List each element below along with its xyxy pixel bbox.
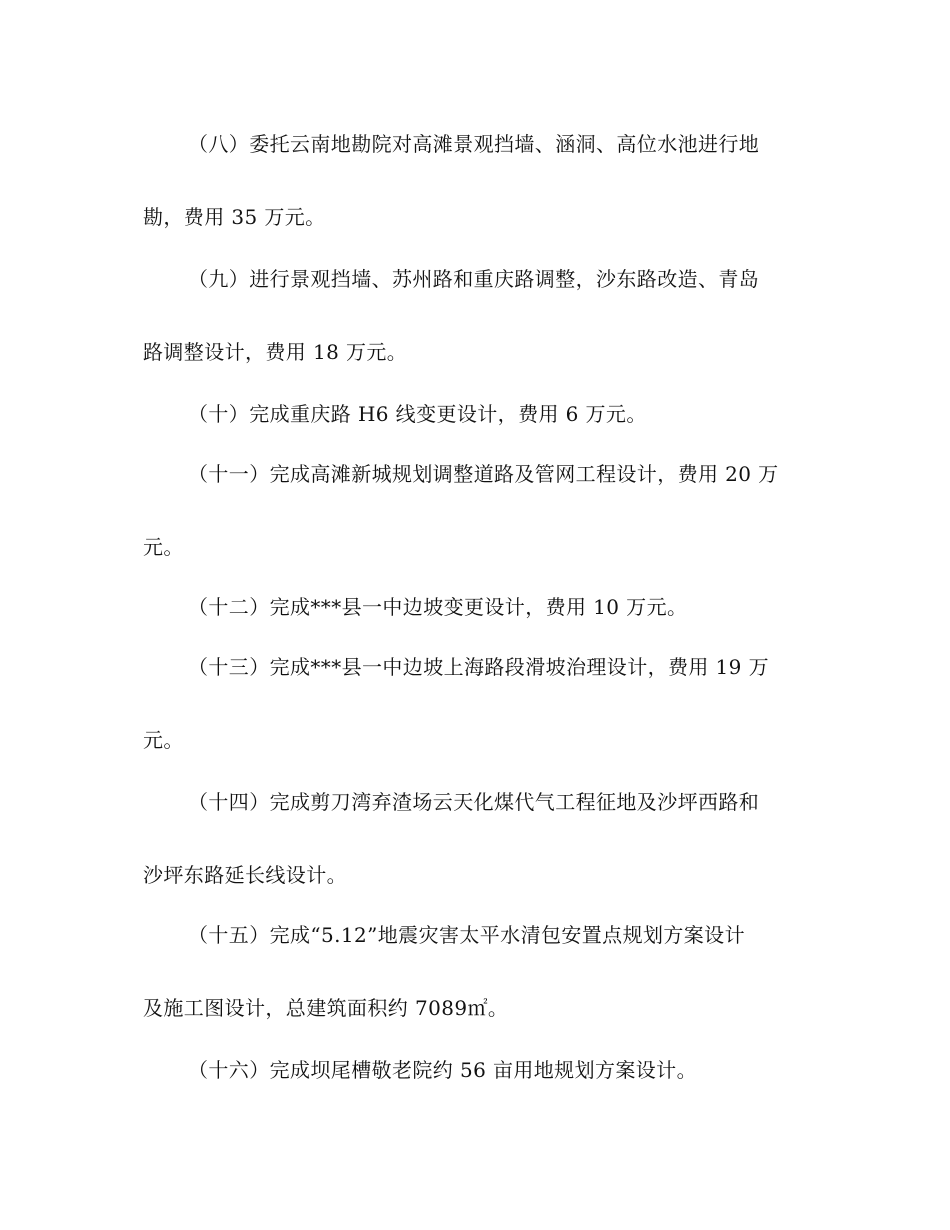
paragraph-8-line-1: （八）委托云南地勘院对高滩景观挡墙、涵洞、高位水池进行地 bbox=[188, 132, 760, 156]
paragraph-12-line-1: （十二）完成***县一中边坡变更设计，费用 10 万元。 bbox=[188, 595, 688, 619]
paragraph-13-line-1: （十三）完成***县一中边坡上海路段滑坡治理设计，费用 19 万 bbox=[188, 655, 769, 679]
paragraph-8-line-2: 勘，费用 35 万元。 bbox=[143, 205, 326, 229]
paragraph-11-line-1: （十一）完成高滩新城规划调整道路及管网工程设计，费用 20 万 bbox=[188, 462, 779, 486]
paragraph-14-line-2: 沙坪东路延长线设计。 bbox=[143, 863, 347, 887]
paragraph-15-line-1: （十五）完成“5.12”地震灾害太平水清包安置点规划方案设计 bbox=[188, 923, 745, 947]
paragraph-13-line-2: 元。 bbox=[143, 728, 184, 752]
paragraph-9-line-2: 路调整设计，费用 18 万元。 bbox=[143, 340, 408, 364]
paragraph-16-line-1: （十六）完成坝尾槽敬老院约 56 亩用地规划方案设计。 bbox=[188, 1058, 697, 1082]
paragraph-9-line-1: （九）进行景观挡墙、苏州路和重庆路调整，沙东路改造、青岛 bbox=[188, 267, 760, 291]
paragraph-10-line-1: （十）完成重庆路 H6 线变更设计，费用 6 万元。 bbox=[188, 402, 647, 426]
paragraph-11-line-2: 元。 bbox=[143, 535, 184, 559]
paragraph-14-line-1: （十四）完成剪刀湾弃渣场云天化煤代气工程征地及沙坪西路和 bbox=[188, 790, 760, 814]
paragraph-15-line-2: 及施工图设计，总建筑面积约 7089㎡。 bbox=[143, 996, 509, 1020]
